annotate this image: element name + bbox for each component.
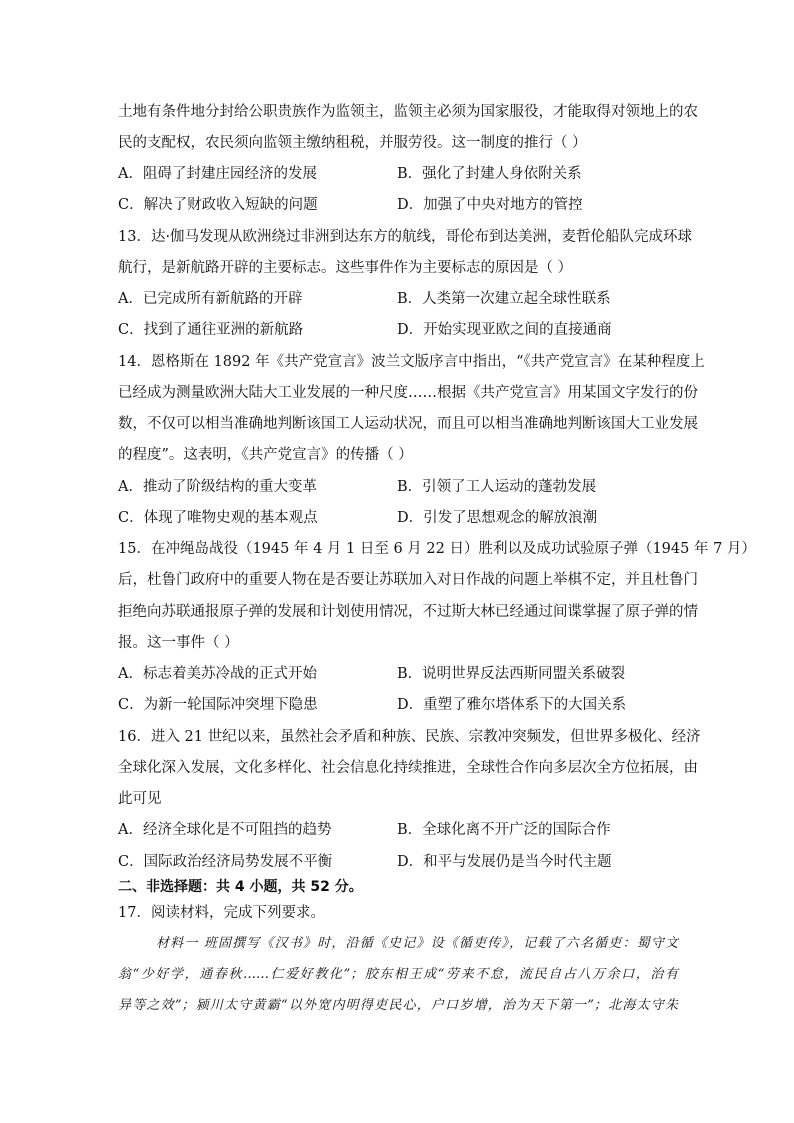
q15-line-2: 后，杜鲁门政府中的重要人物在是否要让苏联加入对日作战的问题上举棋不定，并且杜鲁门 — [118, 572, 698, 588]
q15-option-b[interactable]: B．说明世界反法西斯同盟关系破裂 — [397, 666, 626, 682]
q15-line-3: 拒绝向苏联通报原子弹的发展和计划使用情况，不过斯大林已经通过间谍掌握了原子弹的情 — [118, 604, 698, 620]
q14-line-3: 数，不仅可以相当准确地判断该国工人运动状况，而且可以相当准确地判断该国大工业发展 — [118, 416, 698, 432]
q13-option-d[interactable]: D．开始实现亚欧之间的直接通商 — [397, 322, 612, 338]
q14-line-1: 14．恩格斯在 1892 年《共产党宣言》波兰文版序言中指出，“《共产党宣言》在某种程度上 — [118, 354, 705, 370]
q12-option-a[interactable]: A．阻碍了封建庄园经济的发展 — [118, 166, 317, 182]
q12-line-1: 土地有条件地分封给公职贵族作为监领主，监领主必须为国家服役，才能取得对领地上的农 — [118, 104, 698, 120]
q14-option-b[interactable]: B．引领了工人运动的蓬勃发展 — [397, 479, 597, 495]
q17-material-line-1: 材料一 班固撰写《汉书》时，沿循《史记》设《循吏传》，记载了六名循吏：蜀守文 — [156, 936, 678, 951]
section-heading: 二、非选择题：共 4 小题，共 52 分。 — [118, 879, 363, 895]
q13-line-2: 航行，是新航路开辟的主要标志。这些事件作为主要标志的原因是（ ） — [118, 260, 573, 276]
q15-line-4: 报。这一事件（ ） — [118, 635, 239, 651]
q15-option-d[interactable]: D．重塑了雅尔塔体系下的大国关系 — [397, 697, 627, 713]
q12-line-2: 民的支配权，农民须向监领主缴纳租税，并服劳役。这一制度的推行（ ） — [118, 135, 587, 151]
q16-option-d[interactable]: D．和平与发展仍是当今时代主题 — [397, 854, 612, 870]
q17-stem: 17．阅读材料，完成下列要求。 — [118, 905, 325, 921]
q13-option-c[interactable]: C．找到了通往亚洲的新航路 — [118, 322, 304, 338]
q15-option-c[interactable]: C．为新一轮国际冲突埋下隐患 — [118, 697, 318, 713]
q17-material-line-3: 异等之效”；颍川太守黄霸“以外宽内明得吏民心，户口岁增，治为天下第一”；北海太守朱 — [118, 998, 678, 1013]
q12-option-b[interactable]: B．强化了封建人身依附关系 — [397, 166, 582, 182]
q13-option-b[interactable]: B．人类第一次建立起全球性联系 — [397, 291, 611, 307]
q15-option-a[interactable]: A．标志着美苏冷战的正式开始 — [118, 666, 317, 682]
q14-line-2: 已经成为测量欧洲大陆大工业发展的一种尺度……根据《共产党宣言》用某国文字发行的份 — [118, 385, 698, 401]
q13-line-1: 13．达·伽马发现从欧洲绕过非洲到达东方的航线，哥伦布到达美洲，麦哲伦船队完成环球 — [118, 229, 693, 245]
q16-line-2: 全球化深入发展，文化多样化、社会信息化持续推进，全球性合作向多层次全方位拓展，由 — [118, 760, 698, 776]
q16-option-b[interactable]: B．全球化离不开广泛的国际合作 — [397, 822, 611, 838]
q16-line-3: 此可见 — [118, 791, 162, 807]
q14-option-d[interactable]: D．引发了思想观念的解放浪潮 — [397, 510, 598, 526]
q12-option-d[interactable]: D．加强了中央对地方的管控 — [397, 197, 583, 213]
q15-line-1: 15．在冲绳岛战役（1945 年 4 月 1 日至 6 月 22 日）胜利以及成功试验原子弹（1945 年 7 月） — [118, 541, 756, 557]
q14-line-4: 的程度”。这表明，《共产党宣言》的传播（ ） — [118, 447, 413, 463]
q17-material-line-2: 翁“少好学，通春秋……仁爱好教化”；胶东相王成“劳来不怠，流民自占八万余口，治有 — [118, 967, 678, 982]
q12-option-c[interactable]: C．解决了财政收入短缺的问题 — [118, 197, 318, 213]
q16-option-c[interactable]: C．国际政治经济局势发展不平衡 — [118, 854, 333, 870]
q16-line-1: 16．进入 21 世纪以来，虽然社会矛盾和种族、民族、宗教冲突频发，但世界多极化、经济 — [118, 729, 701, 745]
q14-option-c[interactable]: C．体现了唯物史观的基本观点 — [118, 510, 318, 526]
q13-option-a[interactable]: A．已完成所有新航路的开辟 — [118, 291, 303, 307]
q16-option-a[interactable]: A．经济全球化是不可阻挡的趋势 — [118, 822, 332, 838]
q14-option-a[interactable]: A．推动了阶级结构的重大变革 — [118, 479, 317, 495]
